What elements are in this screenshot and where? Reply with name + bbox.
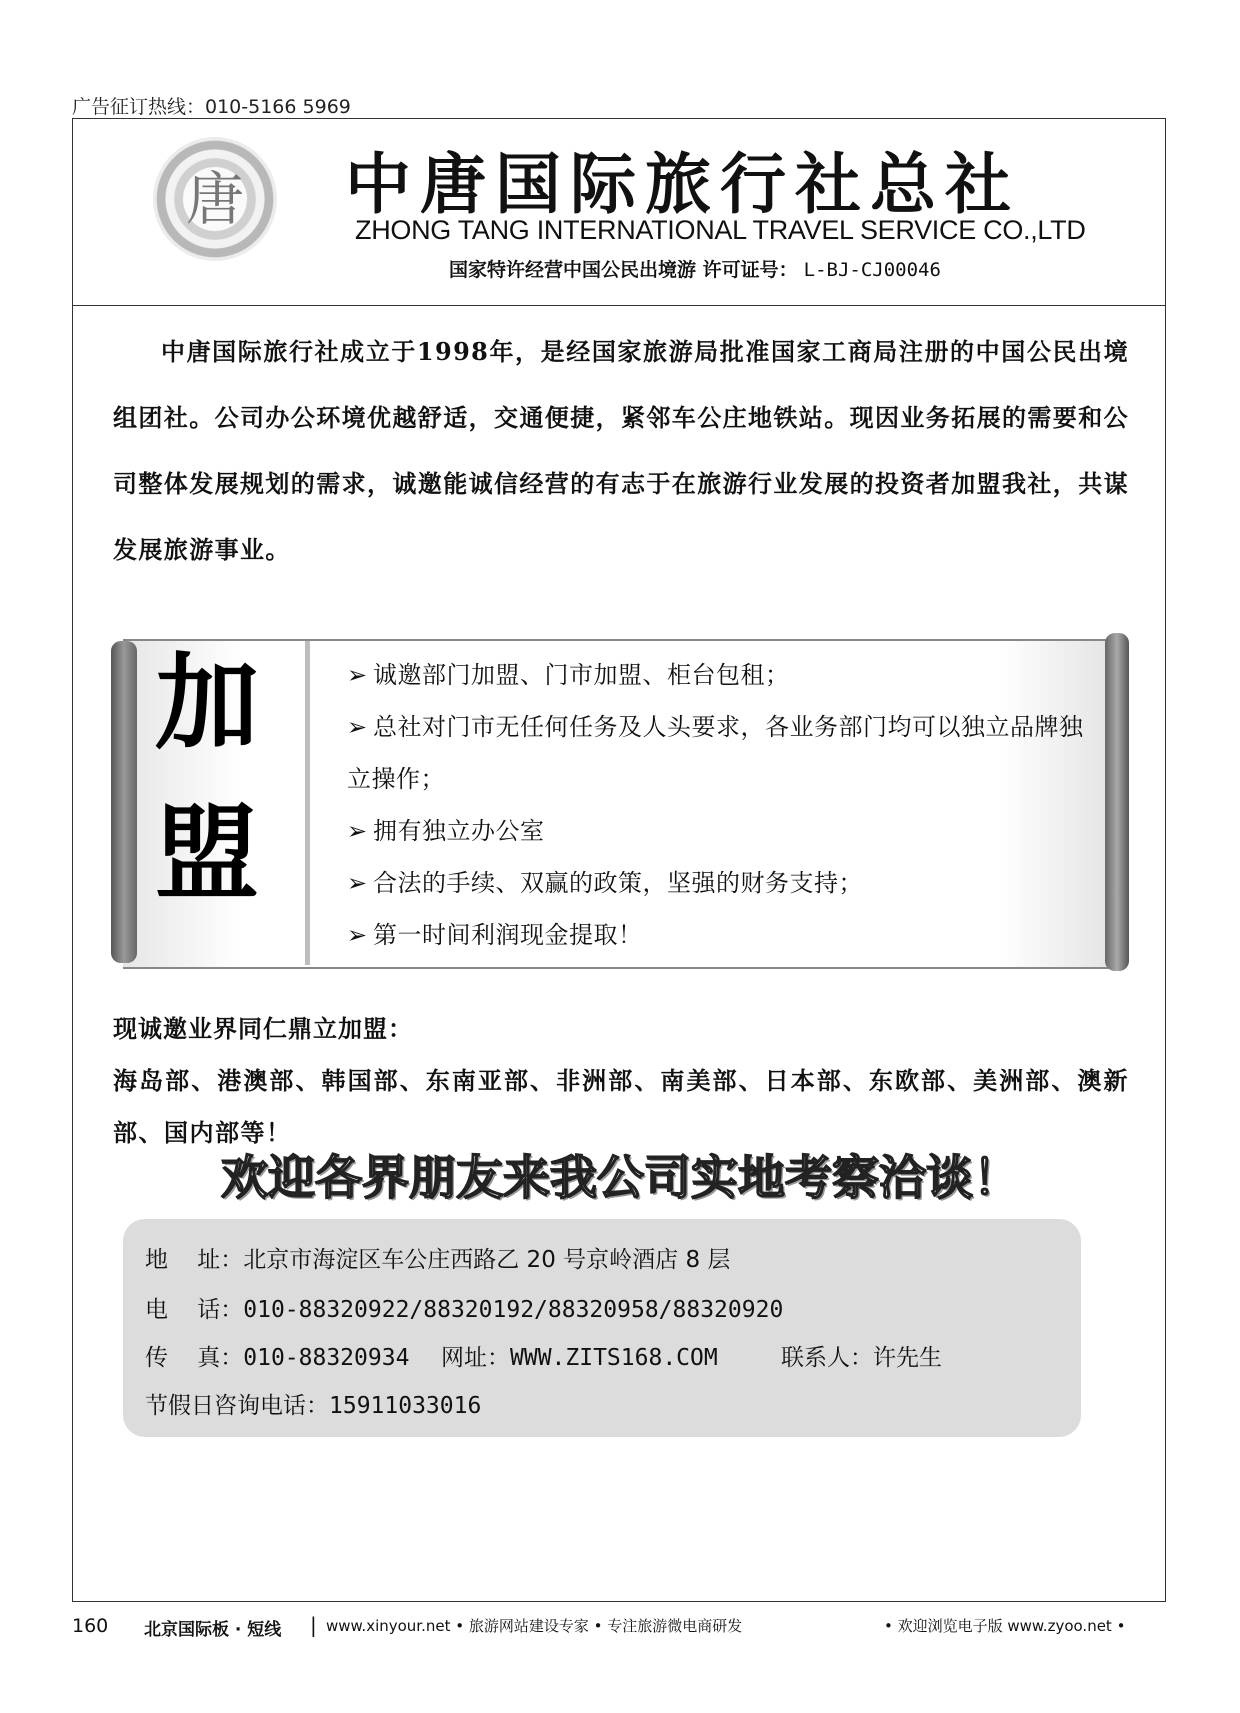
company-intro: 中唐国际旅行社成立于1998年，是经国家旅游局批准国家工商局注册的中国公民出境组团社。公司办公环境优越舒适，交通便捷，紧邻车公庄地铁站。现因业务拓展的需要和公司整体发展规划的需求，诚邀能诚信经营的有志于在旅游行业发展的投资者加盟我社，共谋发展旅游事业。 xyxy=(113,337,1129,564)
footer-site-text: www.xinyour.net • 旅游网站建设专家 • 专注旅游微电商研发 xyxy=(326,1617,743,1635)
holiday-phone-value: 15911033016 xyxy=(329,1393,482,1419)
holiday-label: 节假日咨询电话： xyxy=(145,1393,329,1419)
scroll-roll-left xyxy=(111,641,137,963)
invite-title: 现诚邀业界同仁鼎立加盟： xyxy=(113,1014,413,1043)
join-benefits-list xyxy=(347,649,1097,961)
website-link[interactable]: WWW.ZITS168.COM xyxy=(510,1345,718,1371)
address-value: 北京市海淀区车公庄西路乙 20 号京岭酒店 8 层 xyxy=(243,1247,731,1273)
page-footer xyxy=(72,1615,1166,1645)
welcome-slogan: 欢迎各界朋友来我公司实地考察洽谈！ xyxy=(221,1151,1020,1206)
website-label: 网址： xyxy=(441,1345,510,1371)
arrow-bullet-icon: ➢ xyxy=(347,921,368,949)
license-number: L-BJ-CJ00046 xyxy=(803,259,941,281)
company-header xyxy=(73,119,1165,306)
company-name-cn: 中唐国际旅行社总社 xyxy=(345,145,1020,223)
fax-label: 传 真： xyxy=(145,1345,244,1371)
company-logo xyxy=(153,137,277,261)
license-line xyxy=(449,255,941,282)
arrow-bullet-icon: ➢ xyxy=(347,869,368,897)
license-label: 国家特许经营中国公民出境游 许可证号： xyxy=(449,259,798,281)
arrow-bullet-icon: ➢ xyxy=(347,817,368,845)
arrow-bullet-icon: ➢ xyxy=(347,713,368,741)
join-scroll-banner xyxy=(109,631,1133,977)
list-item: ➢ 总社对门市无任何任务及人头要求，各业务部门均可以独立品牌独立操作； xyxy=(347,701,1097,805)
phone-value: 010-88320922/88320192/88320958/88320920 xyxy=(243,1297,784,1323)
phone-label: 电 话： xyxy=(145,1297,244,1323)
logo-tang-char: 唐 xyxy=(185,165,244,233)
list-item: ➢ 拥有独立办公室 xyxy=(347,805,1097,857)
contact-person-group xyxy=(781,1339,942,1372)
contact-person-label: 联系人： xyxy=(781,1345,873,1371)
ad-frame xyxy=(72,118,1166,1602)
holiday-row xyxy=(145,1387,481,1420)
list-item: ➢ 合法的手续、双赢的政策，坚强的财务支持； xyxy=(347,857,1097,909)
phone-row xyxy=(145,1291,783,1324)
fax-row xyxy=(145,1339,942,1372)
publication-name: 北京国际板 · 短线 xyxy=(144,1620,282,1640)
website-group xyxy=(441,1339,718,1372)
address-row xyxy=(145,1241,730,1274)
company-name-en: ZHONG TANG INTERNATIONAL TRAVEL SERVICE CO.,LTD xyxy=(355,215,1086,245)
contact-box xyxy=(123,1219,1081,1437)
join-char-meng: 盟 xyxy=(155,791,260,914)
department-list: 海岛部、港澳部、韩国部、东南亚部、非洲部、南美部、日本部、东欧部、美洲部、澳新部、国内部等！ xyxy=(113,1066,1129,1147)
scroll-roll-right xyxy=(1105,633,1129,971)
contact-person-value: 许先生 xyxy=(873,1345,942,1371)
ad-hotline: 广告征订热线：010-5166 5969 xyxy=(72,96,351,118)
arrow-bullet-icon: ➢ xyxy=(347,661,368,689)
join-char-jia: 加 xyxy=(155,641,260,764)
footer-separator: | xyxy=(310,1613,317,1637)
department-invite xyxy=(113,1003,1129,1159)
page-number: 160 xyxy=(72,1615,109,1637)
address-label: 地 址： xyxy=(145,1247,244,1273)
footer-ebook-text: • 欢迎浏览电子版 www.zyoo.net • xyxy=(884,1617,1126,1635)
fax-value: 010-88320934 xyxy=(243,1345,410,1371)
scroll-divider xyxy=(305,641,310,965)
list-item: ➢ 诚邀部门加盟、门市加盟、柜台包租； xyxy=(347,649,1097,701)
list-item: ➢ 第一时间利润现金提取！ xyxy=(347,909,1097,961)
